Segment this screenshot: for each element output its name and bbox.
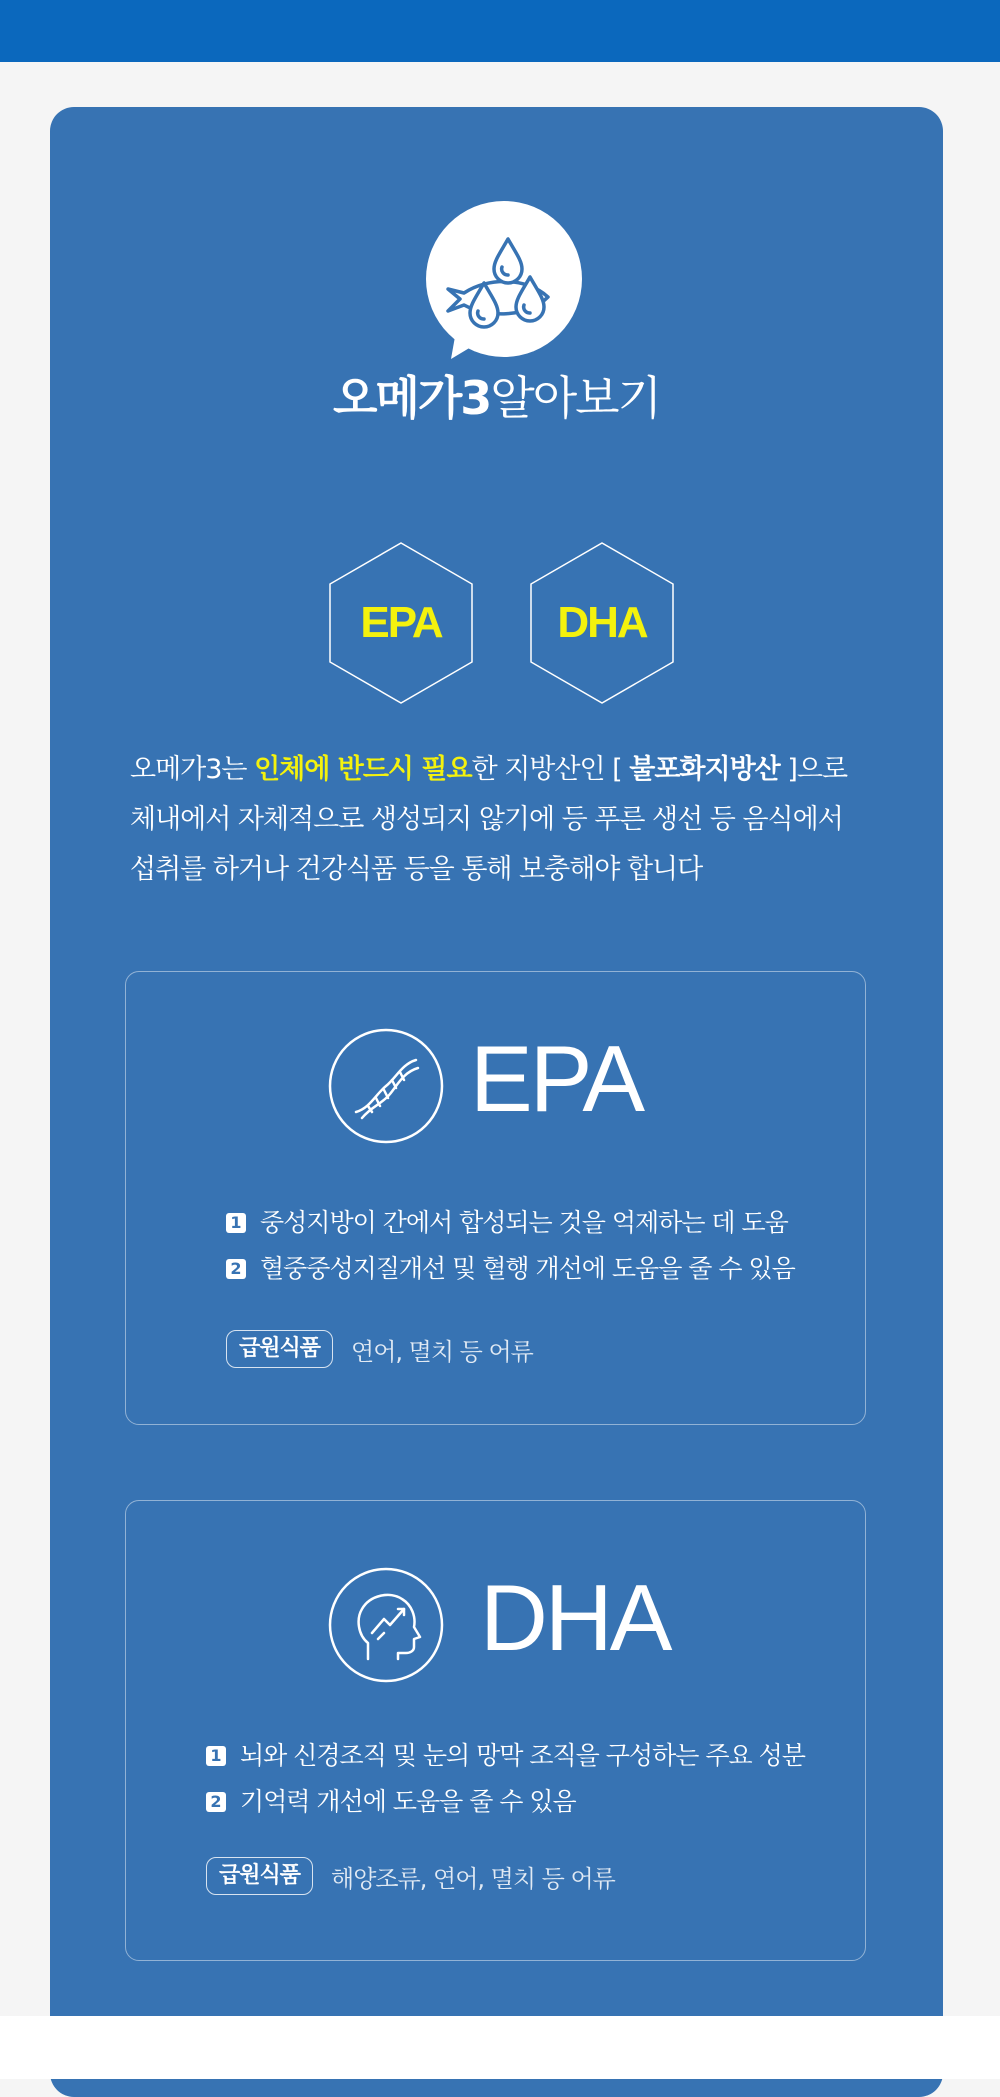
number-badge: 2	[206, 1792, 226, 1812]
page-title	[50, 371, 943, 425]
dha-hex-label: DHA	[557, 598, 647, 647]
point-text: 중성지방이 간에서 합성되는 것을 억제하는 데 도움	[260, 1208, 788, 1237]
list-item	[226, 1246, 795, 1292]
epa-points	[226, 1200, 795, 1292]
intro-line-2: 체내에서 자체적으로 생성되지 않기에 등 푸른 생선 등 음식에서	[130, 804, 843, 835]
source-text: 해양조류, 연어, 멸치 등 어류	[331, 1864, 615, 1893]
dna-icon	[328, 1028, 444, 1144]
list-item	[226, 1200, 795, 1246]
intro-highlight-unsaturated: 불포화지방산	[629, 754, 780, 785]
source-text: 연어, 멸치 등 어류	[351, 1337, 533, 1366]
dha-info-box	[125, 1500, 866, 1961]
epa-hexagon	[328, 541, 474, 705]
title-light: 알아보기	[490, 371, 661, 425]
intro-text: ]으로	[779, 754, 848, 785]
intro-line-1	[130, 745, 890, 795]
source-badge: 급원식품	[206, 1857, 313, 1895]
intro-line-3: 섭취를 하거나 건강식품 등을 통해 보충해야 합니다	[130, 854, 703, 885]
number-badge: 1	[226, 1213, 246, 1233]
fish-oil-icon	[426, 201, 591, 366]
intro-paragraph	[130, 745, 890, 895]
list-item	[206, 1733, 805, 1779]
omega3-card	[50, 107, 943, 2097]
point-text: 기억력 개선에 도움을 줄 수 있음	[240, 1787, 576, 1816]
brain-head-icon	[328, 1567, 444, 1683]
dha-hexagon	[529, 541, 675, 705]
intro-text: 한 지방산인 [	[471, 754, 630, 785]
point-text: 혈중중성지질개선 및 혈행 개선에 도움을 줄 수 있음	[260, 1254, 795, 1283]
title-bold: 오메가3	[332, 371, 491, 425]
page-footer-blank	[0, 2016, 1000, 2079]
dha-title: DHA	[480, 1565, 670, 1670]
epa-title: EPA	[470, 1026, 643, 1131]
epa-source-row	[226, 1330, 533, 1368]
epa-info-box	[125, 971, 866, 1425]
dha-points	[206, 1733, 805, 1825]
dha-source-row	[206, 1857, 615, 1895]
intro-text: 오메가3는	[130, 754, 255, 785]
number-badge: 2	[226, 1259, 246, 1279]
list-item	[206, 1779, 805, 1825]
top-bar	[0, 0, 1000, 62]
epa-hex-label: EPA	[360, 598, 442, 647]
intro-highlight-essential: 인체에 반드시 필요	[254, 754, 472, 785]
point-text: 뇌와 신경조직 및 눈의 망막 조직을 구성하는 주요 성분	[240, 1741, 805, 1770]
number-badge: 1	[206, 1746, 226, 1766]
source-badge: 급원식품	[226, 1330, 333, 1368]
